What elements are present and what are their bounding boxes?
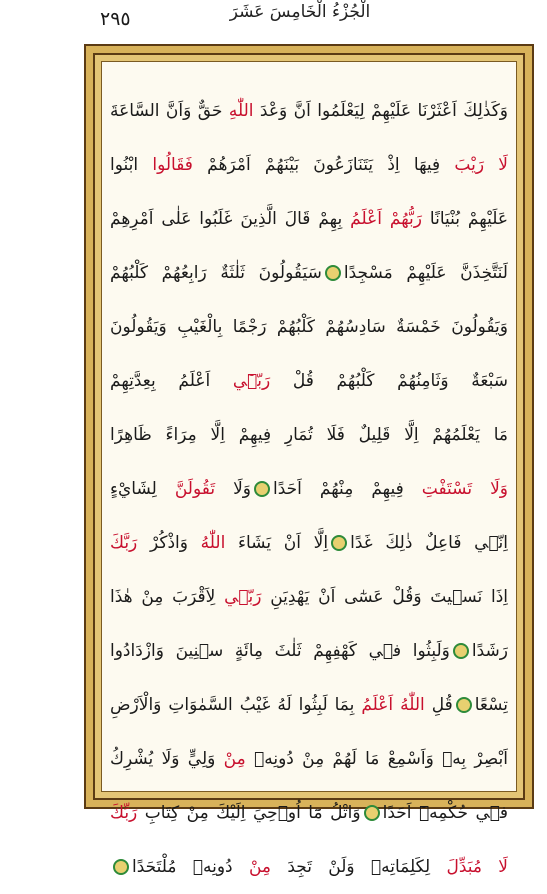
ayah-marker-icon	[113, 859, 129, 875]
text-line	[110, 84, 508, 138]
highlighted-word: تَقُولَنَّ	[174, 479, 216, 499]
text-segment: رَشَدًا	[471, 641, 508, 661]
text-line	[110, 516, 508, 570]
page-frame	[84, 44, 534, 877]
text-segment: بِهِمْ قَالَ الَّذِينَ غَلَبُوا عَلٰى اَمْرِهِمْ	[110, 209, 351, 229]
text-line	[110, 192, 508, 246]
text-segment: دُونِه۪ مُلْتَحَدًا	[132, 857, 249, 877]
text-line	[110, 678, 508, 732]
text-line	[110, 462, 508, 516]
text-segment: اَعْلَمُ بِعِدَّتِهِمْ	[110, 371, 233, 391]
ayah-marker-icon	[325, 265, 341, 281]
page-number: ٢٩٥	[100, 8, 131, 30]
text-line	[110, 732, 508, 786]
text-segment: اِلَّا اَنْ يَشَاءَ	[225, 533, 329, 553]
text-segment: اِذَا نَس۪يتَ وَقُلْ عَسٰٓى اَنْ يَهْدِيَنِ	[261, 587, 508, 607]
highlighted-word: فَقَالُوا	[152, 155, 193, 175]
text-segment: وَاتْلُ مَٓا اُو۫حِيَ اِلَيْكَ مِنْ كِتَابِ	[137, 803, 361, 823]
ayah-marker-icon	[453, 643, 469, 659]
text-line	[110, 624, 508, 678]
highlighted-word: اللّٰهُ اَعْلَمُ	[361, 695, 425, 715]
text-segment: سَيَقُولُونَ ثَلٰثَةٌ رَابِعُهُمْ كَلْبُهُمْ	[110, 263, 322, 283]
text-line	[110, 570, 508, 624]
text-line	[110, 246, 508, 300]
text-line	[110, 786, 508, 840]
highlighted-word: رَبّٖٓي	[232, 371, 271, 391]
ayah-marker-icon	[331, 535, 347, 551]
text-segment: فِيهِمْ مِنْهُمْ اَحَدًا	[273, 479, 422, 499]
highlighted-word: رَبُّهُمْ اَعْلَمُ	[350, 209, 422, 229]
ayah-marker-icon	[254, 481, 270, 497]
text-segment: ابْنُوا	[110, 155, 153, 175]
text-line	[110, 300, 508, 354]
text-segment: تِسْعًا	[474, 695, 508, 715]
text-segment: بِمَا لَبِثُوا لَهُ غَيْبُ السَّمٰوَاتِ وَالْاَرْضِ	[110, 695, 362, 715]
text-segment: وَلِيٍّ وَلَا يُشْرِكُ	[110, 749, 224, 769]
text-segment: مَا يَعْلَمُهُمْ اِلَّا قَلِيلٌ فَلَا تُمَارِ فِيهِمْ اِلَّا مِرَاءً ظَاهِرًا	[110, 425, 508, 445]
text-segment: لِشَايْءٍ	[110, 479, 175, 499]
text-line	[110, 840, 508, 894]
text-segment: وَلَبِثُوا ف۪ي كَهْفِهِمْ ثَلٰثَ مِائَةٍ س۪نِينَ وَازْدَادُوا	[110, 641, 450, 661]
highlighted-word: مِنْ	[248, 857, 271, 877]
text-area	[101, 61, 517, 877]
text-segment: اِنّ۪ي فَاعِلٌ ذٰلِكَ غَدًا	[350, 533, 508, 553]
text-segment: لَنَتَّخِذَنَّ عَلَيْهِمْ مَسْجِدًا	[343, 263, 508, 283]
highlighted-word: رَبَّكَ	[110, 533, 138, 553]
text-segment: وَلَا	[215, 479, 252, 499]
highlighted-word: وَلَا تَسْتَفْتِ	[421, 479, 508, 499]
text-line	[110, 138, 508, 192]
text-segment: سَبْعَةٌ وَثَامِنُهُمْ كَلْبُهُمْ قُلْ	[270, 371, 508, 391]
text-segment: لِاَقْرَبَ مِنْ هٰذَا	[110, 587, 225, 607]
text-segment: ف۪ي حُكْمِه۪ٓ اَحَدًا	[382, 803, 508, 823]
ayah-marker-icon	[364, 805, 380, 821]
ayah-marker-icon	[456, 697, 472, 713]
highlighted-word: اللّٰهِ	[228, 101, 254, 121]
highlighted-word: لَا مُبَدِّلَ	[446, 857, 508, 877]
text-segment: وَيَقُولُونَ خَمْسَةٌ سَادِسُهُمْ كَلْبُهُمْ رَجْمًا بِالْغَيْبِ وَيَقُولُونَ	[110, 317, 508, 337]
text-line	[110, 354, 508, 408]
text-segment: لِكَلِمَاتِه۪ وَلَنْ تَجِدَ	[271, 857, 447, 877]
juz-header: الْجُزْءُ الْخَامِسَ عَشَرَ	[229, 2, 371, 22]
quran-text	[110, 84, 508, 877]
text-segment: اَبْصِرْ بِه۪ وَاَسْمِعْ مَا لَهُمْ مِنْ دُونِه۪	[245, 749, 508, 769]
text-line	[110, 408, 508, 462]
highlighted-word: رَبِّكَ	[110, 803, 138, 823]
frame-border	[93, 53, 525, 877]
text-segment: حَقٌّ وَاَنَّ السَّاعَةَ	[110, 101, 229, 121]
highlighted-word: اللّٰهُ	[200, 533, 226, 553]
text-segment: فِيهَا اِذْ يَتَنَازَعُونَ بَيْنَهُمْ اَمْرَهُمْ	[192, 155, 455, 175]
text-segment: وَكَذٰلِكَ اَعْثَرْنَا عَلَيْهِمْ لِيَعْلَمُوا اَنَّ وَعْدَ	[253, 101, 508, 121]
text-segment: وَاذْكُرْ	[137, 533, 201, 553]
highlighted-word: مِنْ	[223, 749, 246, 769]
text-segment: قُلِ	[424, 695, 453, 715]
highlighted-word: لَا رَيْبَ	[454, 155, 508, 175]
text-segment: عَلَيْهِمْ بُنْيَانًا	[422, 209, 508, 229]
highlighted-word: رَبّ۪ي	[224, 587, 262, 607]
